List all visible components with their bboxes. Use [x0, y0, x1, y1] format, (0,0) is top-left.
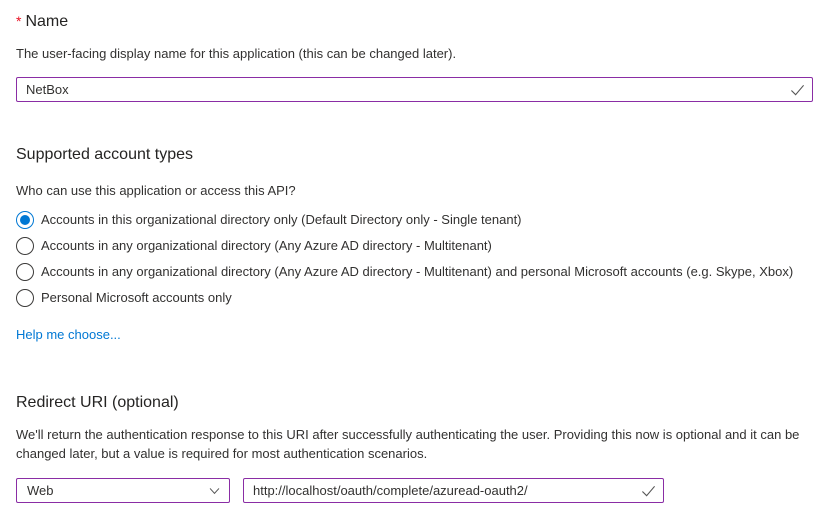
radio-option-label: Personal Microsoft accounts only [41, 290, 232, 305]
name-title-text: Name [25, 13, 69, 30]
platform-select[interactable] [16, 478, 230, 503]
required-asterisk: * [16, 13, 22, 29]
radio-button-icon[interactable] [16, 237, 34, 255]
redirect-uri-row [16, 478, 813, 503]
radio-button-icon[interactable] [16, 211, 34, 229]
redirect-uri-title: Redirect URI (optional) [16, 394, 179, 411]
radio-button-icon[interactable] [16, 289, 34, 307]
radio-option-1[interactable] [16, 233, 813, 259]
redirect-uri-input[interactable] [243, 478, 664, 503]
name-section [16, 11, 813, 102]
name-input[interactable] [16, 77, 813, 102]
account-types-question: Who can use this application or access this API? [16, 183, 296, 198]
supported-account-types-section [16, 144, 813, 344]
redirect-uri-description: We'll return the authentication response to this URI after successfully authenticating the user. Providing this now is optional and it can be changed later, but a value is required for most authentication scenarios. [16, 427, 800, 461]
radio-option-label: Accounts in this organizational directory only (Default Directory only - Single tenant) [41, 212, 522, 227]
radio-button-icon[interactable] [16, 263, 34, 281]
radio-option-0[interactable] [16, 207, 813, 233]
radio-option-label: Accounts in any organizational directory (Any Azure AD directory - Multitenant) [41, 238, 492, 253]
account-types-title: Supported account types [16, 146, 194, 163]
help-me-choose-link[interactable]: Help me choose... [16, 327, 121, 342]
radio-option-label: Accounts in any organizational directory (Any Azure AD directory - Multitenant) and personal Microsoft accounts (e.g. Skype, Xbox) [41, 264, 794, 279]
account-type-radio-group [16, 207, 813, 311]
radio-option-2[interactable] [16, 259, 813, 285]
name-section-title [16, 11, 813, 32]
checkmark-icon [641, 483, 656, 498]
name-description: The user-facing display name for this application (this can be changed later). [16, 46, 457, 61]
name-input-wrap [16, 77, 813, 102]
radio-option-3[interactable] [16, 285, 813, 311]
platform-select-value: Web [27, 483, 54, 498]
redirect-uri-input-wrap [243, 478, 664, 503]
chevron-down-icon [208, 484, 221, 497]
checkmark-icon [790, 82, 805, 97]
redirect-uri-section [16, 392, 813, 503]
